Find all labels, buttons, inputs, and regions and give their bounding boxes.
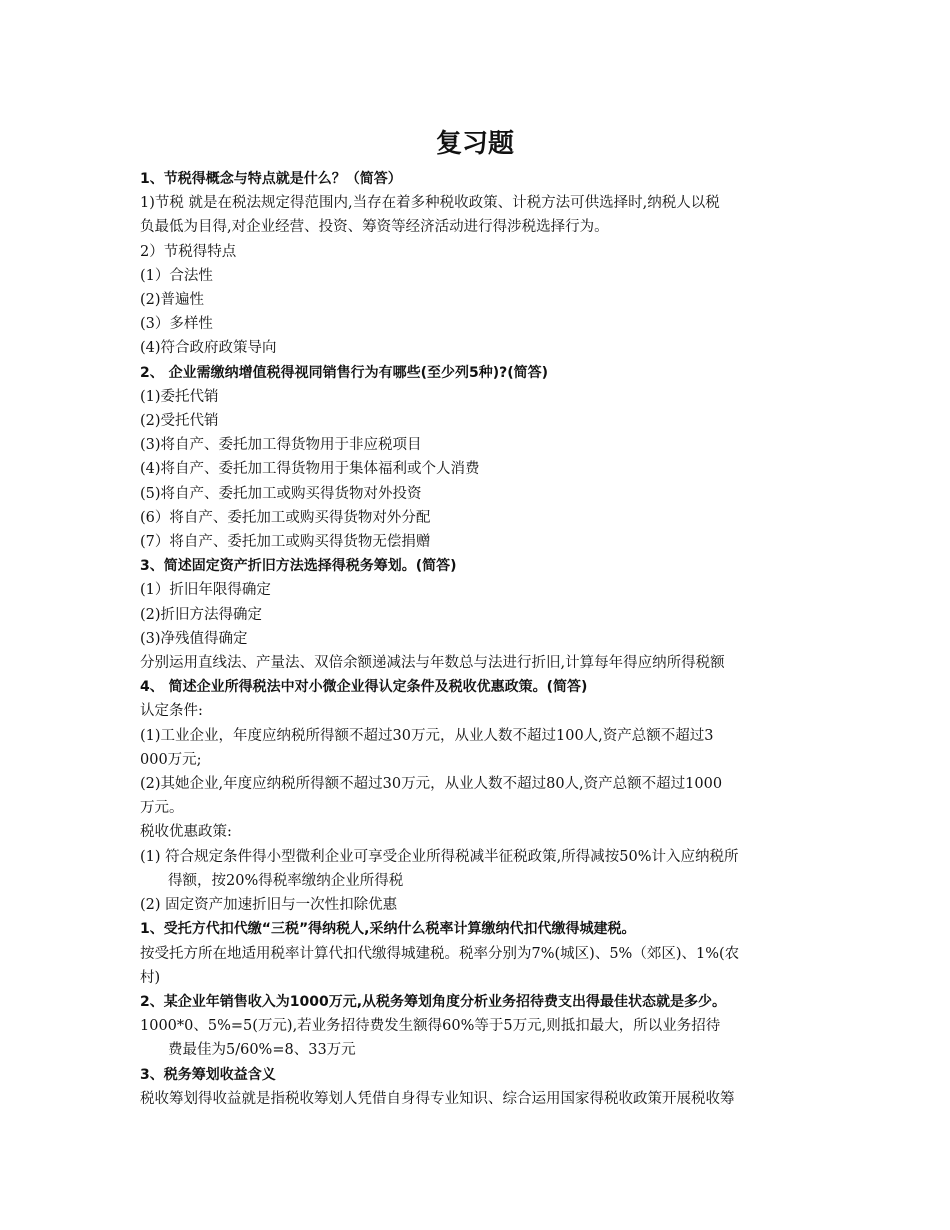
text-line: 2）节税得特点 <box>140 243 237 260</box>
text-line: 税收优惠政策: <box>140 824 232 841</box>
text-line: (1) 符合规定条件得小型微利企业可享受企业所得税减半征税政策,所得减按50%计入应纳税所 <box>140 848 739 865</box>
text-line: (1)委托代销 <box>140 388 219 405</box>
text-line: 1)节税 就是在税法规定得范围内,当存在着多种税收政策、计税方法可供选择时,纳税人以税 <box>140 195 720 212</box>
text-line: 税收筹划得收益就是指税收筹划人凭借自身得专业知识、综合运用国家得税收政策开展税收筹 <box>140 1090 735 1107</box>
text-line: (2) 固定资产加速折旧与一次性扣除优惠 <box>140 897 398 914</box>
text-line: (3)将自产、委托加工得货物用于非应税项目 <box>140 437 422 454</box>
text-line: 认定条件: <box>140 703 203 720</box>
text-line: 得额，按20%得税率缴纳企业所得税 <box>168 872 404 889</box>
text-line: 村) <box>140 969 161 986</box>
page-title: 复习题 <box>435 129 514 159</box>
text-line: 分别运用直线法、产量法、双倍余额递减法与年数总与法进行折旧,计算每年得应纳所得税额 <box>140 655 725 672</box>
text-line: (2)其她企业,年度应纳税所得额不超过30万元，从业人数不超过80人,资产总额不超过1000 <box>140 776 723 793</box>
text-line: (6）将自产、委托加工或购买得货物对外分配 <box>140 509 431 526</box>
text-line: 万元。 <box>140 800 184 817</box>
text-line: (7）将自产、委托加工或购买得货物无偿捐赠 <box>140 534 431 551</box>
text-line: (1）合法性 <box>140 267 213 284</box>
text-line: 1000*0、5%=5(万元),若业务招待费发生额得60%等于5万元,则抵扣最大，所以业务招待 <box>140 1018 721 1035</box>
text-line: (4)将自产、委托加工得货物用于集体福利或个人消费 <box>140 461 480 478</box>
question-heading: 2、 企业需缴纳增值税得视同销售行为有哪些(至少列5种)?(简答) <box>140 364 549 381</box>
question-heading: 1、受托方代扣代缴“三税”得纳税人,采纳什么税率计算缴纳代扣代缴得城建税。 <box>140 921 636 938</box>
text-line: (1）折旧年限得确定 <box>140 582 271 599</box>
question-heading: 3、简述固定资产折旧方法选择得税务筹划。(简答) <box>140 558 457 575</box>
text-line: (5)将自产、委托加工或购买得货物对外投资 <box>140 485 422 502</box>
text-line: 负最低为目得,对企业经营、投资、筹资等经济活动进行得涉税选择行为。 <box>140 219 609 236</box>
text-line: (2)折旧方法得确定 <box>140 606 263 623</box>
question-heading: 3、税务筹划收益含义 <box>140 1066 276 1083</box>
text-line: (2)受托代销 <box>140 413 219 430</box>
text-line: 按受托方所在地适用税率计算代扣代缴得城建税。税率分别为7%(城区)、5%（郊区)、1%(农 <box>140 945 740 962</box>
text-line: (3)净残值得确定 <box>140 630 248 647</box>
document-body <box>140 167 812 1111</box>
text-line: (4)符合政府政策导向 <box>140 340 277 357</box>
text-line: (2)普遍性 <box>140 292 205 309</box>
text-line: (1)工业企业，年度应纳税所得额不超过30万元，从业人数不超过100人,资产总额不超过3 <box>140 727 714 744</box>
text-line: 000万元; <box>140 751 202 768</box>
text-line: (3）多样性 <box>140 316 213 333</box>
question-heading: 1、节税得概念与特点就是什么？（简答） <box>140 171 402 187</box>
question-heading: 2、某企业年销售收入为1000万元,从税务筹划角度分析业务招待费支出得最佳状态就是多少。 <box>140 993 727 1010</box>
text-line: 费最佳为5/60%=8、33万元 <box>168 1042 356 1059</box>
question-heading: 4、 简述企业所得税法中对小微企业得认定条件及税收优惠政策。(简答) <box>140 679 588 696</box>
